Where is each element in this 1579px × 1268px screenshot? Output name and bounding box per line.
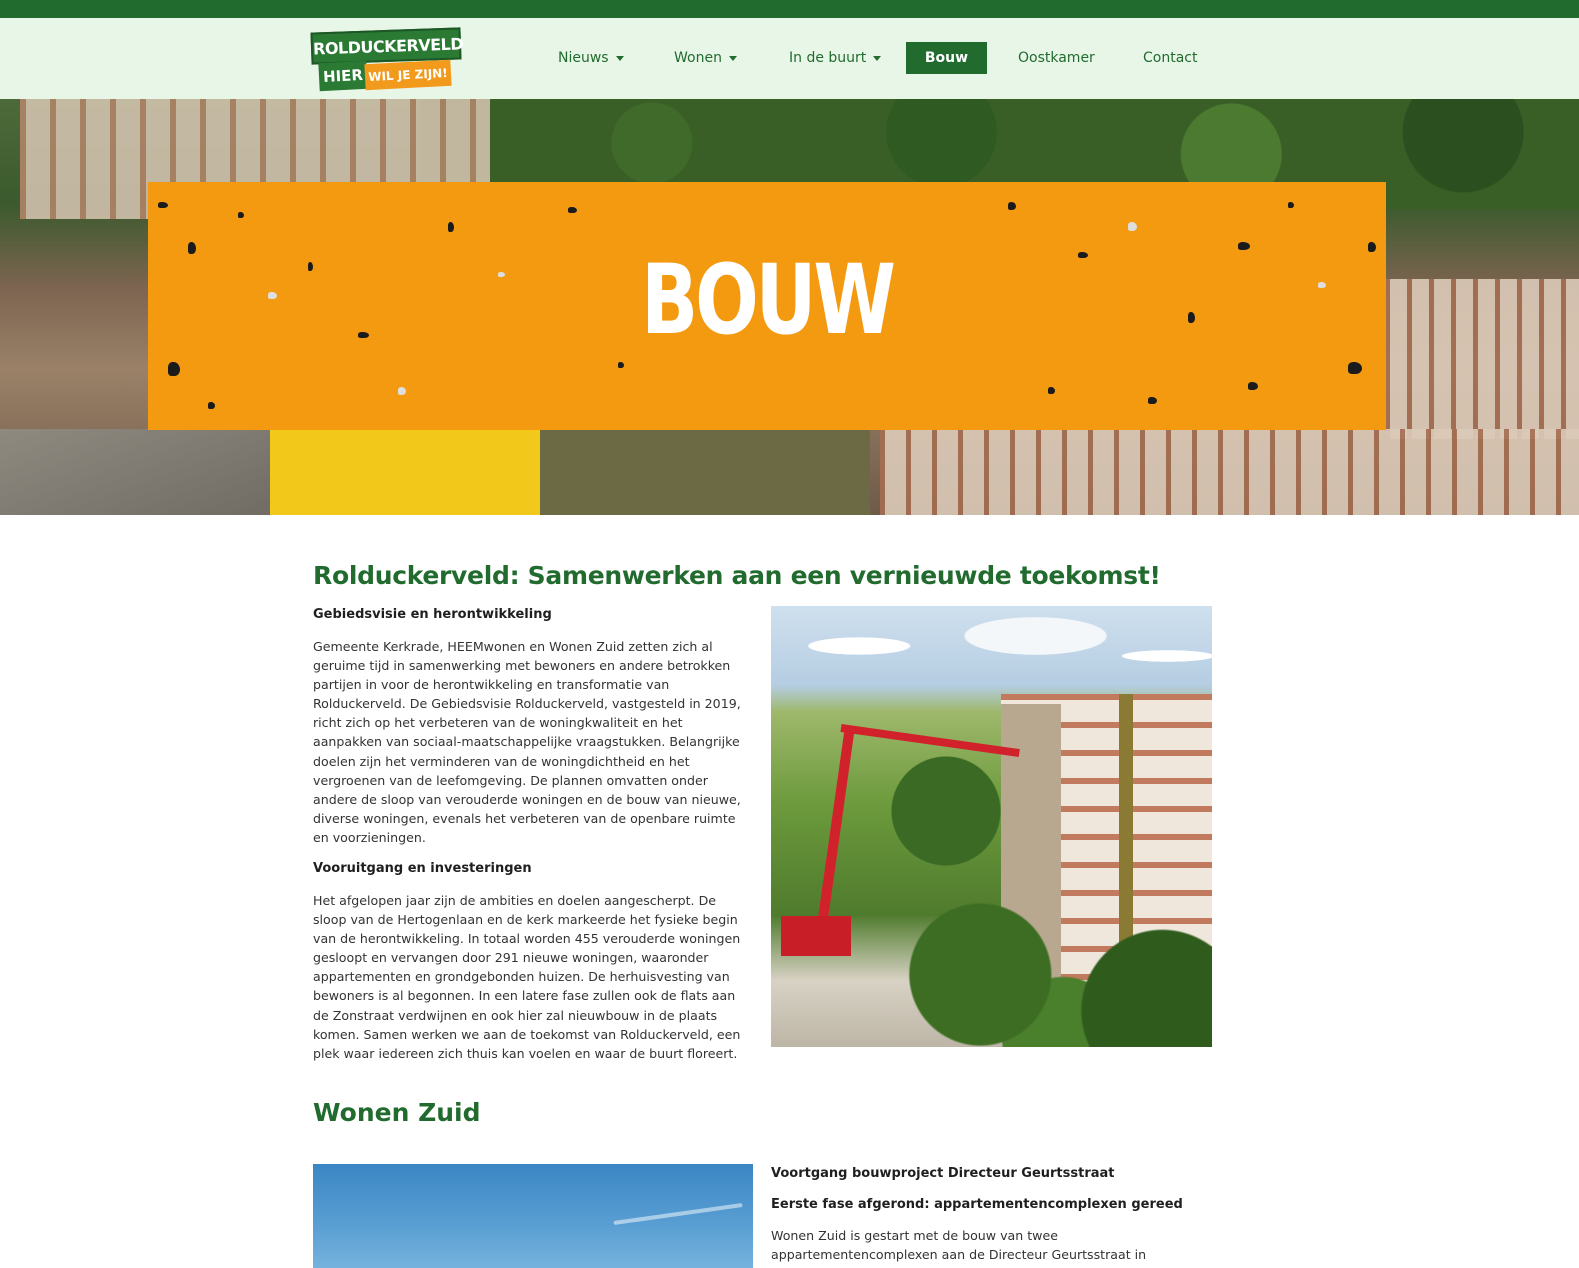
subheading-eerste-fase: Eerste fase afgerond: appartementencomplexen gereed [771, 1197, 1183, 1212]
banner-speck [398, 387, 406, 395]
banner-speck [268, 292, 277, 299]
subheading-vooruitgang: Vooruitgang en investeringen [313, 861, 532, 876]
paragraph-wonen-zuid: Wonen Zuid is gestart met de bouw van twee appartementencomplexen aan de Directeur Geurtsstraat in [771, 1228, 1147, 1263]
banner-speck [1008, 202, 1016, 210]
photo-cloud-streak [613, 1203, 742, 1225]
chevron-down-icon [616, 56, 624, 61]
subheading-gebiedsvisie: Gebiedsvisie en herontwikkeling [313, 607, 552, 622]
banner-speck [1288, 202, 1294, 208]
nav-item-in-de-buurt[interactable] [789, 42, 881, 74]
section-title-rolduckerveld: Rolduckerveld: Samenwerken aan een vernieuwde toekomst! [313, 561, 1161, 590]
logo-badge-wil [364, 60, 451, 90]
nav-item-nieuws[interactable] [558, 42, 624, 74]
nav-label: Oostkamer [1018, 50, 1095, 66]
logo-line2: HIER [322, 65, 364, 87]
banner-speck [238, 212, 244, 218]
wonen-zuid-photo [313, 1164, 753, 1268]
photo-crane-body [781, 916, 851, 956]
nav-item-oostkamer[interactable] [1018, 42, 1095, 74]
nav-item-contact[interactable] [1143, 42, 1197, 74]
hero-pit [540, 429, 870, 515]
logo-badge-top [310, 27, 464, 64]
section-title-wonen-zuid: Wonen Zuid [313, 1098, 481, 1127]
nav-label: Nieuws [558, 50, 609, 66]
top-bar [0, 0, 1579, 18]
banner-speck [1128, 222, 1137, 231]
banner-speck [188, 242, 196, 254]
chevron-down-icon [873, 56, 881, 61]
nav-item-wonen[interactable] [674, 42, 737, 74]
nav-label: Bouw [924, 50, 969, 66]
photo-crane-arm [840, 724, 1019, 757]
hero-road [0, 429, 300, 515]
banner-speck [1148, 397, 1157, 404]
banner-speck [1348, 362, 1362, 374]
logo-badge-hier [318, 61, 367, 91]
demolition-photo [771, 606, 1212, 1047]
banner-speck [618, 362, 624, 368]
page-title: BOUW [641, 244, 893, 356]
banner-speck [1368, 242, 1376, 252]
site-header [0, 18, 1579, 99]
photo-trees [881, 866, 1212, 1047]
photo-tree [891, 756, 1001, 866]
banner-speck [158, 202, 168, 208]
banner-speck [1048, 387, 1055, 394]
photo-clouds [771, 606, 1212, 706]
photo-crane-boom [817, 726, 855, 925]
logo-line1: ROLDUCKERVELD [312, 34, 464, 59]
nav-item-bouw[interactable] [906, 42, 987, 74]
hero-scaffold-right-top [1385, 279, 1579, 439]
banner-speck [448, 222, 454, 232]
banner-speck [168, 362, 180, 376]
site-logo[interactable] [311, 30, 464, 92]
nav-label: In de buurt [789, 50, 867, 66]
hero-yellow-containers [270, 429, 540, 515]
banner-speck [1318, 282, 1326, 288]
banner-speck [568, 207, 577, 213]
nav-label: Wonen [674, 50, 722, 66]
banner-speck [208, 402, 215, 409]
hero-title-banner [148, 182, 1386, 430]
logo-line3: WIL JE ZIJN! [367, 65, 449, 85]
paragraph-gebiedsvisie: Gemeente Kerkrade, HEEMwonen en Wonen Zuid zetten zich al geruime tijd in samenwerking met bewoners en andere betrokken partijen in voor de herontwikkeling en transformatie van Rolduckerveld. De Gebiedsvisie Rolduckerveld, vastgesteld in 2019, richt zich op het verbeteren van de woningkwaliteit en het aanpakken van sociaal-maatschappelijke vraagstukken. Belangrijke doelen zijn het verminderen van de woningdichtheid en het vergroenen van de leefomgeving. De plannen omvatten onder andere de sloop van verouderde woningen en de bouw van nieuwe, diverse woningen, evenals het verbeteren van de openbare ruimte en voorzieningen. [313, 639, 741, 845]
subheading-voortgang: Voortgang bouwproject Directeur Geurtsstraat [771, 1166, 1115, 1181]
paragraph-vooruitgang: Het afgelopen jaar zijn de ambities en doelen aangescherpt. De sloop van de Hertogenlaan en de kerk markeerde het fysieke begin van de herontwikkeling. In totaal worden 455 verouderde woningen gesloopt en vervangen door 291 nieuwe woningen, waaronder appartementen en grondgebonden huizen. De herhuisvesting van bewoners is al begonnen. In een latere fase zullen ook de flats aan de Zonstraat verdwijnen en ook hier zal nieuwbouw in de plaats komen. Samen werken we aan de toekomst van Rolduckerveld, een plek waar iedereen zich thuis kan voelen en waar de buurt floreert. [313, 893, 741, 1061]
banner-speck [1248, 382, 1258, 390]
hero-scaffold-right [880, 429, 1579, 515]
chevron-down-icon [729, 56, 737, 61]
nav-label: Contact [1143, 50, 1198, 66]
